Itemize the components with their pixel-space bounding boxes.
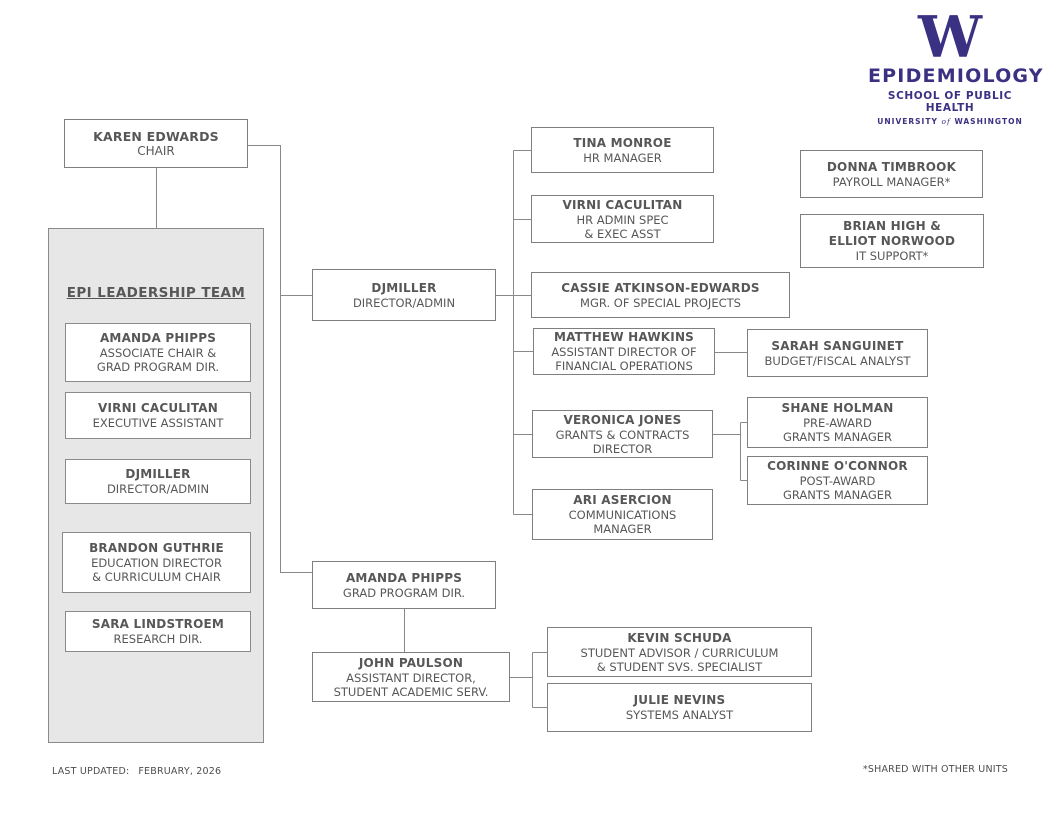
person-name: VIRNI CACULITAN (97, 401, 219, 415)
person-name: AMANDA PHIPPS (99, 331, 217, 345)
school-name: SCHOOL OF PUBLIC HEALTH (887, 90, 1013, 114)
person-name: BRIAN HIGH & (843, 219, 941, 233)
org-box-special-projects-manager (531, 272, 790, 318)
university-name: UNIVERSITY of WASHINGTON (877, 117, 1023, 126)
person-title: ASSISTANT DIRECTOR, (346, 670, 476, 685)
person-title: PRE-AWARD (803, 416, 872, 430)
uw-w-logo-icon: W (917, 4, 982, 71)
org-box-hr-manager (531, 127, 714, 173)
person-name: KEVIN SCHUDA (627, 630, 732, 645)
org-box-systems-analyst (547, 683, 812, 732)
person-title: ASSISTANT DIRECTOR OF (551, 345, 697, 359)
org-box-it-support (800, 214, 984, 268)
org-box-grad-program-director (312, 561, 496, 609)
org-box-director-admin (312, 269, 496, 321)
person-title: HR ADMIN SPEC (576, 212, 669, 227)
person-title: GRAD PROGRAM DIR. (96, 360, 220, 374)
person-title: & CURRICULUM CHAIR (92, 570, 221, 584)
org-box-education-director (62, 532, 251, 593)
person-title: SYSTEMS ANALYST (625, 708, 734, 722)
org-box-grants-contracts-director (532, 410, 713, 458)
person-title: PAYROLL MANAGER* (832, 174, 951, 189)
org-box-communications-manager (532, 489, 713, 540)
person-name: VERONICA JONES (563, 412, 682, 427)
org-box-assistant-director-financial (533, 328, 715, 375)
org-box-chair (64, 119, 248, 168)
person-name: DJMILLER (371, 280, 437, 295)
person-name: KAREN EDWARDS (93, 129, 219, 144)
person-title: ASSOCIATE CHAIR & (99, 346, 217, 360)
person-title: MGR. OF SPECIAL PROJECTS (580, 295, 741, 310)
person-name: MATTHEW HAWKINS (553, 330, 695, 344)
org-box-associate-chair (65, 323, 251, 382)
person-name: SARA LINDSTROEM (91, 617, 225, 631)
person-name: ARI ASERCION (573, 493, 672, 507)
org-box-hr-admin-spec (531, 195, 714, 243)
person-title: GRANTS MANAGER (782, 488, 893, 502)
person-title: EDUCATION DIRECTOR (91, 556, 222, 570)
person-title: GRAD PROGRAM DIR. (342, 585, 466, 600)
org-box-director-admin-leadership (65, 459, 251, 504)
epi-leadership-team-panel (48, 228, 264, 743)
org-box-executive-assistant (65, 392, 251, 439)
person-title: MANAGER (593, 522, 652, 536)
person-title: EXECUTIVE ASSISTANT (92, 416, 224, 430)
university-logo (868, 4, 1044, 126)
person-title: DIRECTOR (592, 441, 653, 456)
org-box-research-director (65, 611, 251, 652)
person-title: & STUDENT SVS. SPECIALIST (596, 659, 763, 674)
connector-line (510, 653, 547, 708)
last-updated-note: LAST UPDATED: FEBRUARY, 2026 (52, 766, 222, 777)
org-box-student-advisor (547, 627, 812, 677)
person-name: ELLIOT NORWOOD (828, 234, 956, 248)
person-name: JULIE NEVINS (633, 693, 726, 707)
person-name: BRANDON GUTHRIE (89, 541, 224, 555)
person-title: COMMUNICATIONS (568, 508, 677, 522)
person-title: BUDGET/FISCAL ANALYST (764, 353, 911, 368)
person-name: SHANE HOLMAN (781, 401, 894, 415)
connector-line (713, 423, 747, 481)
person-name: CASSIE ATKINSON-EDWARDS (561, 280, 760, 295)
person-title: STUDENT ADVISOR / CURRICULUM (580, 645, 779, 660)
org-box-budget-fiscal-analyst (747, 329, 928, 377)
person-title: GRANTS MANAGER (782, 430, 893, 444)
person-title: POST-AWARD (799, 474, 876, 488)
person-name: TINA MONROE (573, 135, 672, 150)
department-name: EPIDEMIOLOGY (868, 65, 1044, 87)
person-name: CORINNE O'CONNOR (767, 459, 908, 473)
person-title: GRANTS & CONTRACTS (555, 427, 690, 442)
org-box-assistant-director-student (312, 652, 510, 702)
person-name: AMANDA PHIPPS (345, 570, 463, 585)
person-name: JOHN PAULSON (358, 655, 464, 670)
person-title: IT SUPPORT* (855, 249, 929, 263)
person-name: SARAH SANGUINET (771, 338, 904, 353)
org-box-payroll-manager (800, 150, 983, 198)
person-name: DJMILLER (125, 467, 191, 481)
person-title: HR MANAGER (583, 150, 662, 165)
person-title: RESEARCH DIR. (113, 632, 203, 646)
org-box-pre-award-grants-manager (747, 397, 928, 448)
person-title: DIRECTOR/ADMIN (106, 482, 210, 496)
person-name: DONNA TIMBROOK (826, 159, 957, 174)
panel-title: EPI LEADERSHIP TEAM (66, 285, 246, 301)
person-title: CHAIR (137, 144, 175, 158)
person-title: DIRECTOR/ADMIN (352, 295, 456, 310)
person-title: STUDENT ACADEMIC SERV. (333, 684, 489, 699)
person-name: VIRNI CACULITAN (562, 197, 683, 212)
person-title: & EXEC ASST (584, 226, 661, 241)
person-title: FINANCIAL OPERATIONS (555, 359, 693, 373)
shared-units-note: *SHARED WITH OTHER UNITS (862, 764, 1008, 775)
org-box-post-award-grants-manager (747, 456, 928, 505)
